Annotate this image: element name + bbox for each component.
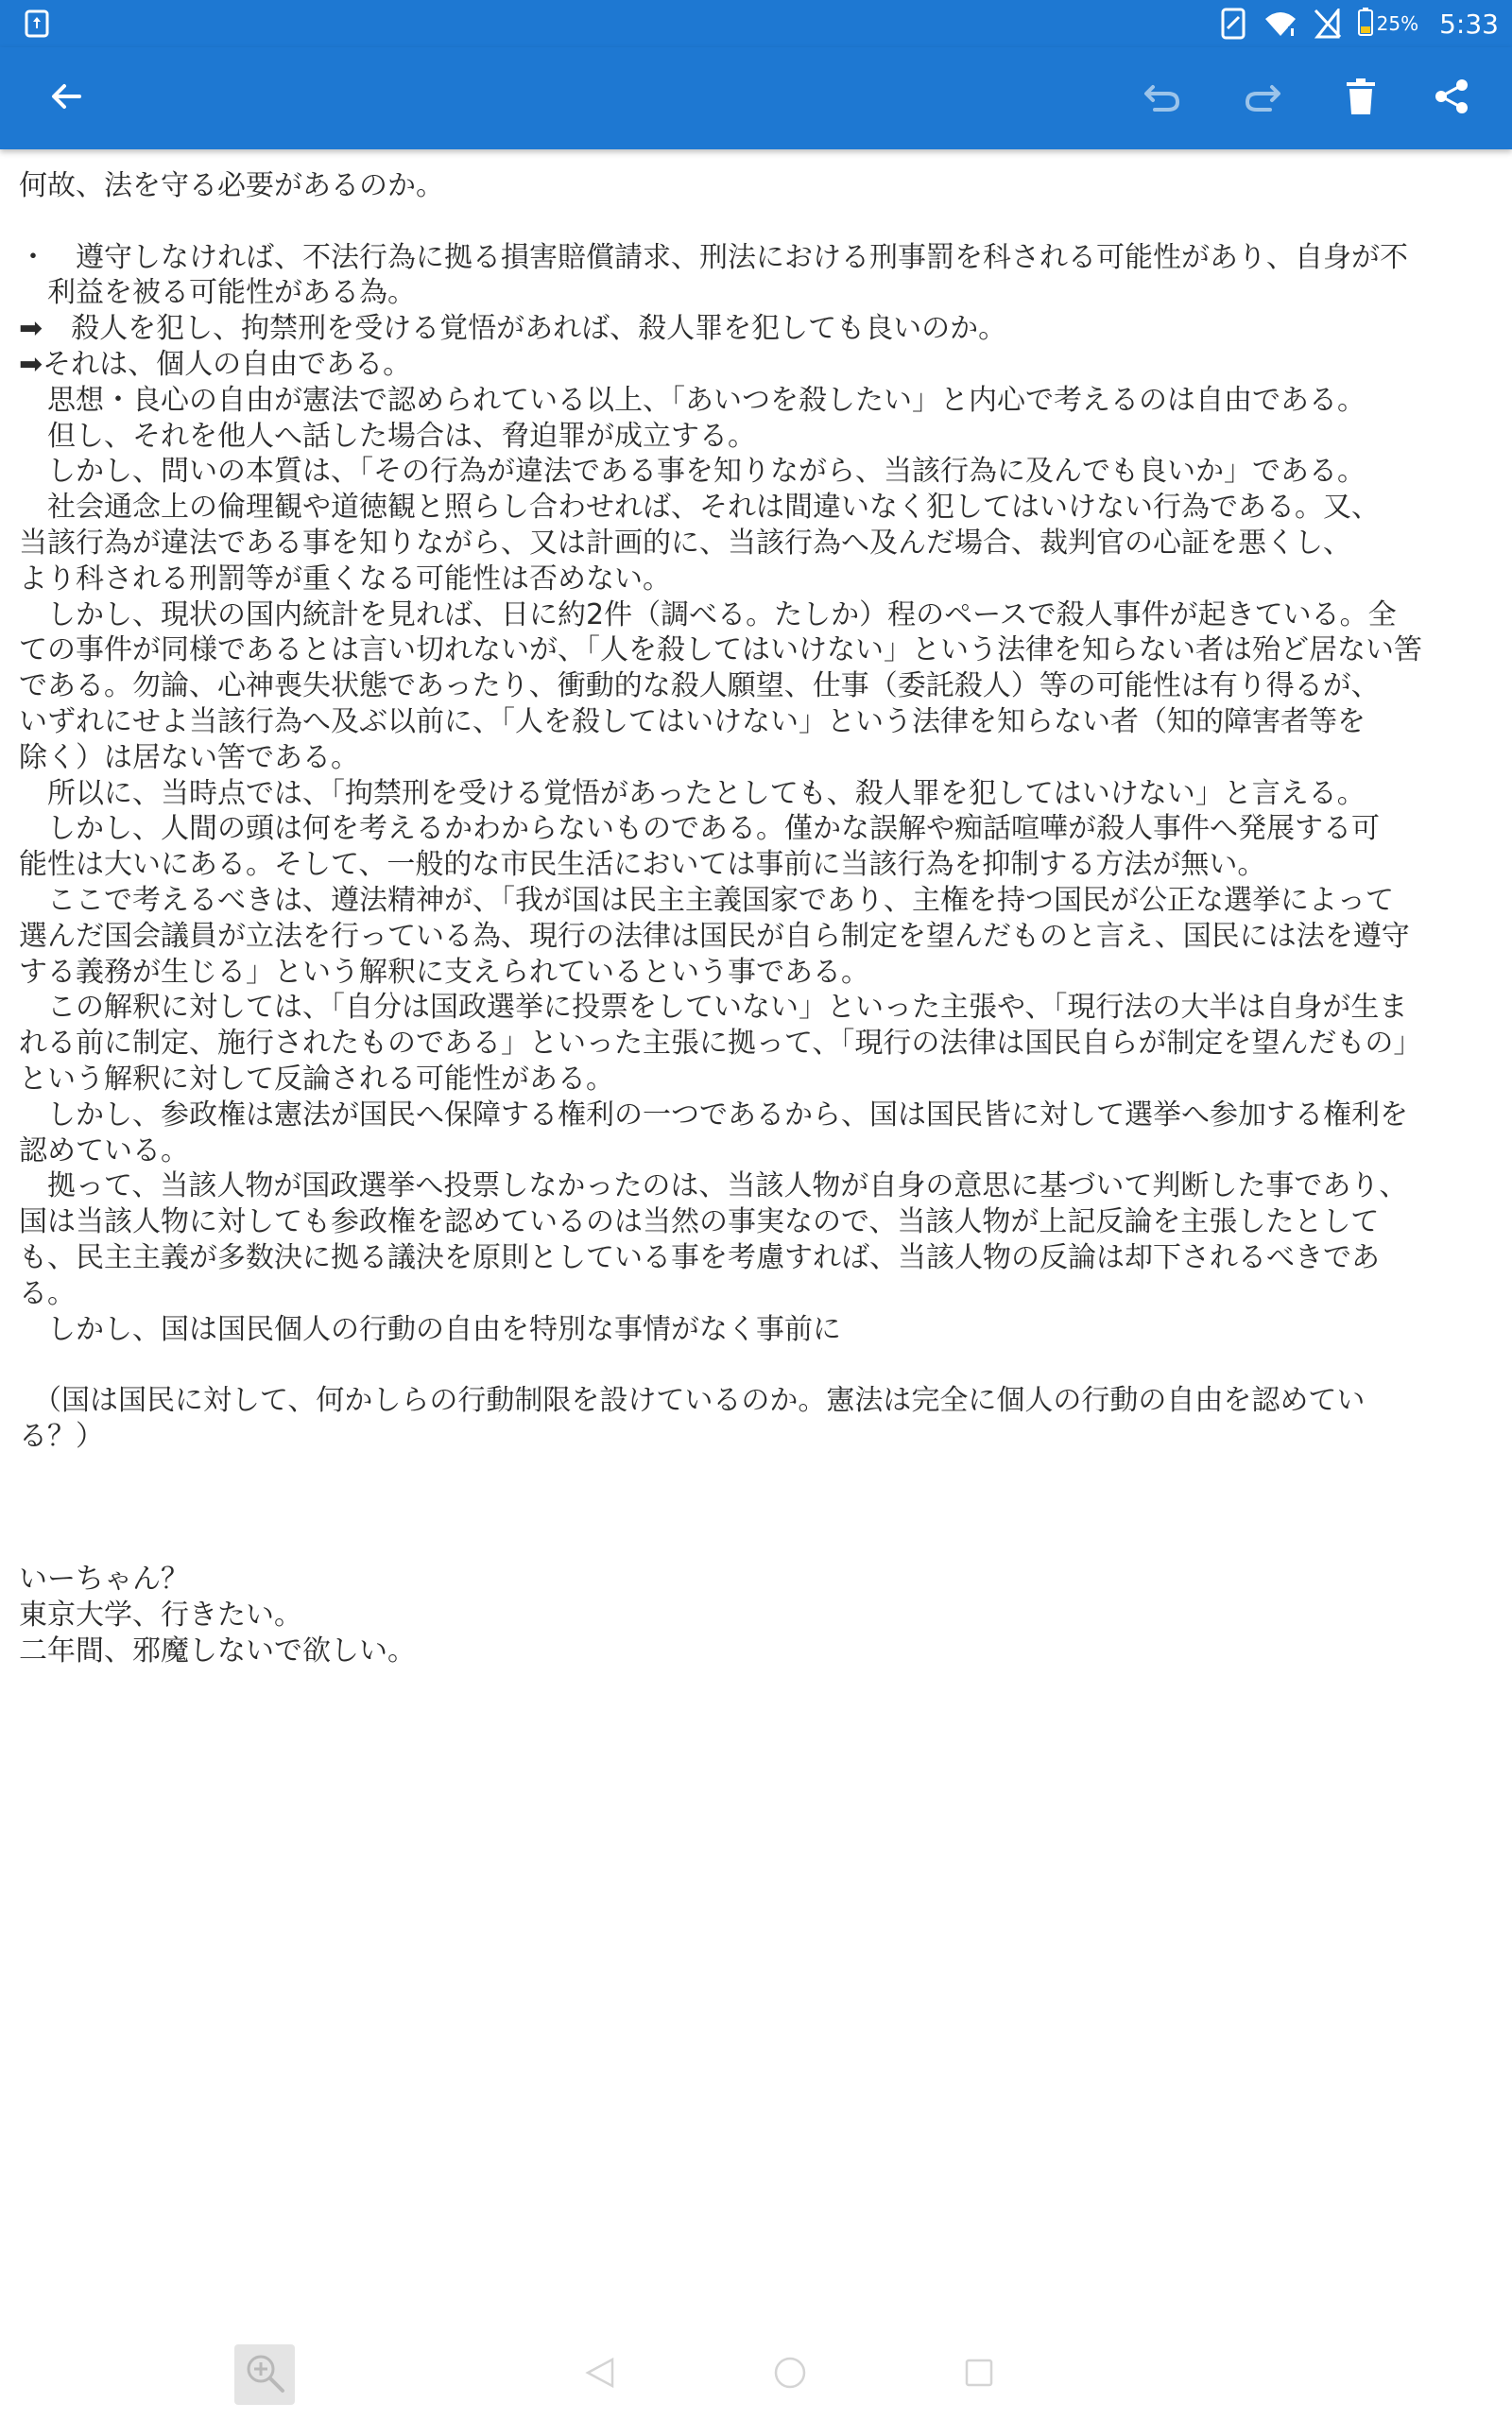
screen-rotate-icon <box>25 9 49 38</box>
nav-recents-icon <box>962 2356 996 2394</box>
nav-back-button[interactable] <box>571 2344 631 2405</box>
battery-icon <box>1358 8 1373 40</box>
share-icon <box>1433 78 1470 119</box>
note-text-area[interactable]: 何故、法を守る必要があるのか。 ・ 遵守しなければ、不法行為に拠る損害賠償請求、刑法における刑事罰を科される可能性があり、自身が不 利益を被る可能性がある為。 ➡ 殺人を犯し、拘禁刑を受ける覚悟があれば、殺人罪を犯しても良いのか。 ➡それは、個人の自由である。 思想・良心の自由が憲法で認められている以上、「あいつを殺したい」と内心で考えるのは自由である。 但し、それを他人へ話した場合は、脅迫罪が成立する。 しかし、問いの本質は、「その行為が違法である事を知りながら、当該行為に及んでも良いか」である。 社会通念上の倫理観や道徳観と照らし合わせれば、それは間違いなく犯してはいけない行為である。又、 当該行為が違法である事を知りながら、又は計画的に、当該行為へ及んだ場合、裁判官の心証を悪くし、 より科される刑罰等が重くなる可能性は否めない。 しかし、現状の国内統計を見れば、日に約2件（調べる。たしか）程のペースで殺人事件が起きている。全 ての事件が同様であるとは言い切れないが、「人を殺してはいけない」という法律を知らない者は殆ど居ない筈 である。勿論、心神喪失状態であったり、衝動的な殺人願望、仕事（委託殺人）等の可能性は有り得るが、 いずれにせよ当該行為へ及ぶ以前に、「人を殺してはいけない」という法律を知らない者（知的障害者等を 除く）は居ない筈である。 所以に、当時点では、「拘禁刑を受ける覚悟があったとしても、殺人罪を犯してはいけない」と言える。 しかし、人間の頭は何を考えるかわからないものである。僅かな誤解や痴話喧嘩が殺人事件へ発展する可 能性は大いにある。そして、一般的な市民生活においては事前に当該行為を抑制する方法が無い。 ここで考えるべきは、遵法精神が、「我が国は民主主義国家であり、主権を持つ国民が公正な選挙によって 選んだ国会議員が立法を行っている為、現行の法律は国民が自ら制定を望んだものと言え、国民には法を遵守 する義務が生じる」という解釈に支えられているという事である。 この解釈に対しては、「自分は国政選挙に投票をしていない」といった主張や、「現行法の大半は自身が生ま れる前に制定、施行されたものである」といった主張に拠って、「現行の法律は国民自らが制定を望んだもの」 という解釈に対して反論される可能性がある。 しかし、参政権は憲法が国民へ保障する権利の一つであるから、国は国民皆に対して選挙へ参加する権利を 認めている。 拠って、当該人物が国政選挙へ投票しなかったのは、当該人物が自身の意思に基づいて判断した事であり、 国は当該人物に対しても参政権を認めているのは当然の事実なので、当該人物が上記反論を主張したとして も、民主主義が多数決に拠る議決を原則としている事を考慮すれば、当該人物の反論は却下されるべきであ る。 しかし、国は国民個人の行動の自由を特別な事情がなく事前に （国は国民に対して、何かしらの行動制限を設けているのか。憲法は完全に個人の行動の自由を認めてい る？） いーちゃん？ 東京大学、行きたい。 二年間、邪魔しないで欲しい。 <box>19 169 1422 1668</box>
clock: 5:33 <box>1439 8 1499 40</box>
redo-icon <box>1242 78 1283 119</box>
back-arrow-icon <box>47 78 85 119</box>
nav-recents-button[interactable] <box>949 2344 1009 2405</box>
undo-button[interactable] <box>1134 70 1191 127</box>
wifi-icon <box>1263 7 1297 41</box>
share-button[interactable] <box>1423 70 1480 127</box>
back-button[interactable] <box>38 70 94 127</box>
status-bar <box>0 0 1512 47</box>
redo-button[interactable] <box>1234 70 1291 127</box>
zoom-button[interactable] <box>234 2344 295 2405</box>
delete-icon <box>1345 78 1377 119</box>
screenshot-icon <box>1216 7 1250 41</box>
no-sim-icon <box>1311 7 1345 41</box>
zoom-in-icon <box>243 2351 286 2398</box>
delete-button[interactable] <box>1332 70 1389 127</box>
nav-home-button[interactable] <box>760 2344 820 2405</box>
status-icons <box>1216 0 1499 47</box>
undo-icon <box>1142 78 1183 119</box>
nav-back-icon <box>584 2356 618 2394</box>
system-navigation-bar <box>0 2325 1512 2420</box>
battery-indicator <box>1358 8 1418 40</box>
battery-percent: 25% <box>1376 12 1419 35</box>
app-toolbar <box>0 47 1512 149</box>
nav-home-icon <box>773 2356 807 2394</box>
